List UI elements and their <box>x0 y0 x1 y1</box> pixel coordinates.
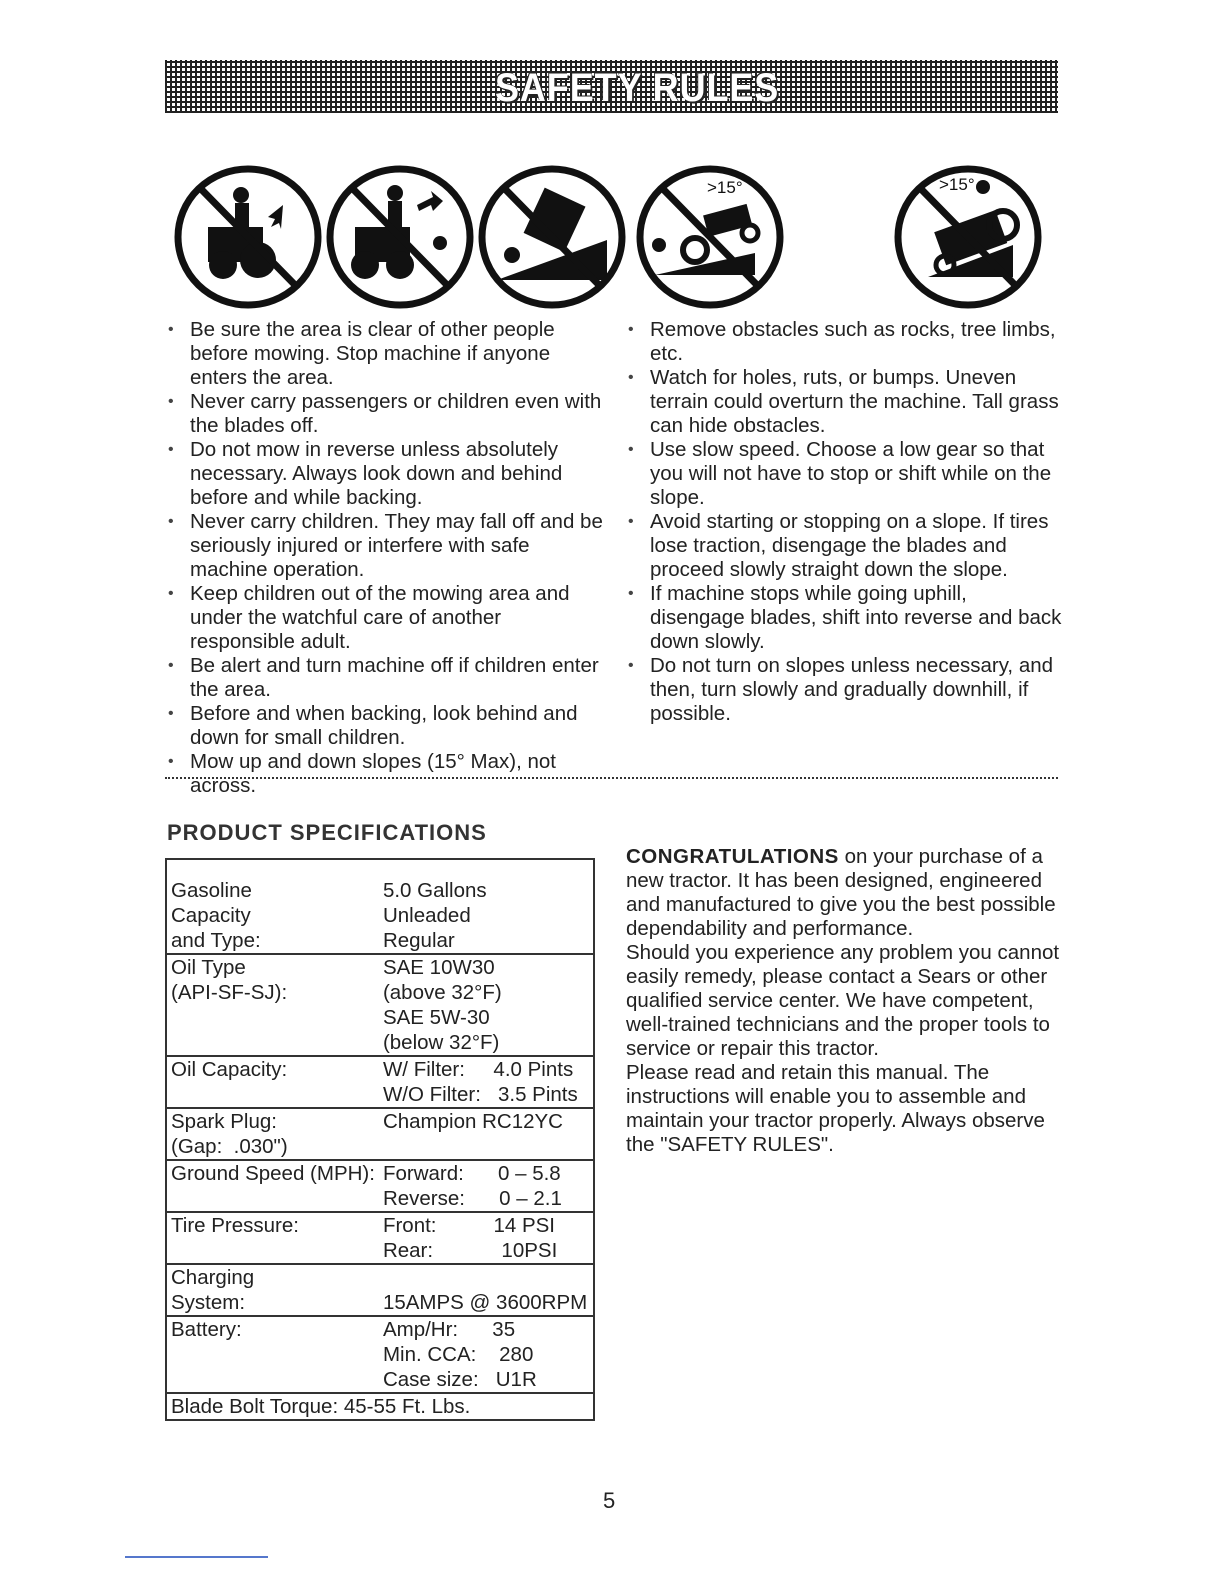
safety-rule: • If machine stops while going uphill, disengage blades, shift into reverse and back down slowly. <box>626 582 1066 654</box>
spec-row <box>166 1056 594 1108</box>
safety-rule: • Do not mow in reverse unless absolutely necessary. Always look down and behind before and while backing. <box>166 438 606 510</box>
spec-row <box>166 859 594 954</box>
slope-label: >15° <box>707 178 743 197</box>
spec-label: Blade Bolt Torque: 45-55 Ft. Lbs. <box>171 1395 471 1418</box>
banner-title: SAFETY RULES <box>495 66 780 110</box>
no-reverse-children-icon <box>325 165 475 310</box>
spec-label: Gasoline Capacity and Type: <box>171 879 261 952</box>
spec-row <box>166 1264 594 1316</box>
no-bystanders-icon <box>173 165 323 310</box>
spec-label: Battery: <box>171 1318 242 1341</box>
spec-row <box>166 954 594 1056</box>
safety-rules-banner <box>165 60 1058 113</box>
spec-label: Tire Pressure: <box>171 1214 299 1237</box>
safety-list-right <box>626 318 1066 726</box>
safety-rule: • Never carry children. They may fall off and be seriously injured or interfere with safe machine operation. <box>166 510 606 582</box>
safety-rule: • Watch for holes, ruts, or bumps. Uneven terrain could overturn the machine. Tall grass can hide obstacles. <box>626 366 1066 438</box>
spec-label: Ground Speed (MPH): <box>171 1162 375 1185</box>
spec-row <box>166 1108 594 1160</box>
safety-rule: • Do not turn on slopes unless necessary, and then, turn slowly and gradually downhill, if possible. <box>626 654 1066 726</box>
spec-value: 5.0 Gallons Unleaded Regular <box>382 879 487 952</box>
spec-value: Front: 14 PSI Rear: 10PSI <box>382 1214 558 1262</box>
congrats-lead: CONGRATULATIONS <box>626 845 839 868</box>
spec-label: Oil Capacity: <box>171 1058 288 1081</box>
page-number: 5 <box>603 1488 616 1513</box>
safety-rule: • Keep children out of the mowing area and under the watchful care of another responsible adult. <box>166 582 606 654</box>
no-tipping-icon <box>477 165 627 310</box>
specs-title: PRODUCT SPECIFICATIONS <box>167 820 487 845</box>
specs-table <box>165 858 595 1421</box>
spec-row <box>166 1393 594 1420</box>
congrats-p2: Should you experience any problem you cannot easily remedy, please contact a Sears or other qualified service center. We have competent, well-trained technicians and the proper tools to service or repair this tractor. <box>626 941 1060 1060</box>
spec-value: SAE 10W30 (above 32°F) SAE 5W-30 (below 32°F) <box>382 956 502 1054</box>
spec-value: Forward: 0 – 5.8 Reverse: 0 – 2.1 <box>382 1162 562 1210</box>
congrats-p3: Please read and retain this manual. The instructions will enable you to assemble and maintain your tractor properly. Always observe the "SAFETY RULES". <box>626 1061 1045 1156</box>
spec-value: W/ Filter: 4.0 Pints W/O Filter: 3.5 Pints <box>382 1058 578 1106</box>
safety-rule: • Avoid starting or stopping on a slope. If tires lose traction, disengage the blades and proceed slowly straight down the slope. <box>626 510 1066 582</box>
congratulations-text <box>626 845 1066 1157</box>
safety-rule: • Be sure the area is clear of other people before mowing. Stop machine if anyone enters the area. <box>166 318 606 390</box>
no-slope-over-15-uphill-icon <box>635 165 785 310</box>
spec-value: Amp/Hr: 35 Min. CCA: 280 Case size: U1R <box>382 1318 537 1391</box>
section-divider <box>165 777 1058 779</box>
safety-list-left <box>166 318 606 798</box>
slope-label: >15° <box>939 175 975 194</box>
spec-label: Charging System: <box>171 1266 255 1314</box>
spec-label: Oil Type (API-SF-SJ): <box>171 956 288 1004</box>
spec-label: Spark Plug: (Gap: .030") <box>171 1110 288 1158</box>
spec-row <box>166 1316 594 1393</box>
spec-row <box>166 1160 594 1212</box>
spec-value: 15AMPS @ 3600RPM <box>382 1291 588 1314</box>
safety-rule: • Mow up and down slopes (15° Max), not across. <box>166 750 606 798</box>
no-slope-over-15-across-icon <box>893 165 1043 310</box>
spec-row <box>166 1212 594 1264</box>
safety-rule: • Never carry passengers or children even with the blades off. <box>166 390 606 438</box>
safety-rule: • Use slow speed. Choose a low gear so that you will not have to stop or shift while on the slope. <box>626 438 1066 510</box>
spec-value: Champion RC12YC <box>382 1110 563 1133</box>
safety-rule: • Be alert and turn machine off if children enter the area. <box>166 654 606 702</box>
safety-rule: • Remove obstacles such as rocks, tree limbs, etc. <box>626 318 1066 366</box>
congrats-p1: on your purchase of a new tractor. It has been designed, engineered and manufactured to give you the best possible dependability and performance. <box>626 845 1056 940</box>
footer-line <box>125 1556 268 1558</box>
safety-rule: • Before and when backing, look behind and down for small children. <box>166 702 606 750</box>
safety-icons <box>165 165 1058 310</box>
